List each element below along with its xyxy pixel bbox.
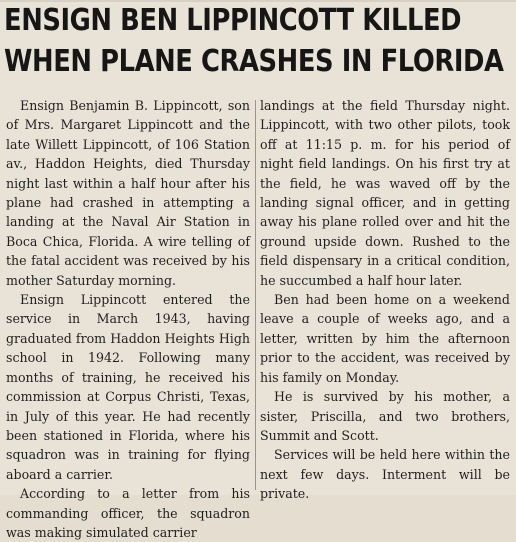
article-column-left xyxy=(6,96,250,542)
paragraph-left-1: Ensign Benjamin B. Lippincott, son of Mrs. Margaret Lippincott and the late Willett Lippincott, of 106 Station av., Haddon Heights, died Thursday night last within a half hour after his plane had crashed in attempting a landing at the Naval Air Station in Boca Chica, Florida. A wire telling of the fatal accident was received by his mother Saturday morning. xyxy=(6,98,250,288)
column-divider xyxy=(255,100,256,490)
paragraph-right-3: He is survived by his mother, a sister, Priscilla, and two brothers, Summit and Scott. xyxy=(260,389,510,443)
headline-line-1: ENSIGN BEN LIPPINCOTT KILLED xyxy=(4,3,462,38)
paragraph-left-3: According to a letter from his commanding officer, the squadron was making simulated carrier xyxy=(6,486,250,540)
headline xyxy=(4,0,504,82)
paragraph-right-2: Ben had been home on a weekend leave a couple of weeks ago, and a letter, written by him the afternoon prior to the accident, was received by his family on Monday. xyxy=(260,292,510,385)
paragraph-right-1: landings at the field Thursday night. Lippincott, with two other pilots, took off at 11:15 p. m. for his period of night field landings. On his first try at the field, he was waved off by the landing signal officer, and in getting away his plane rolled over and hit the ground upside down. Rushed to the field dispensary in a critical condition, he succumbed a half hour later. xyxy=(260,98,510,288)
paragraph-right-4: Services will be held here within the next few days. Interment will be private. xyxy=(260,447,510,502)
headline-line-2: WHEN PLANE CRASHES IN FLORIDA xyxy=(4,44,504,79)
article-column-right xyxy=(260,96,510,504)
paragraph-left-2: Ensign Lippincott entered the service in March 1943, having graduated from Haddon Heights High school in 1942. Following many months of training, he received his commission at Corpus Christi, Texas, in July of this year. He had recently been stationed in Florida, where his squadron was in training for flying aboard a carrier. xyxy=(6,292,250,482)
